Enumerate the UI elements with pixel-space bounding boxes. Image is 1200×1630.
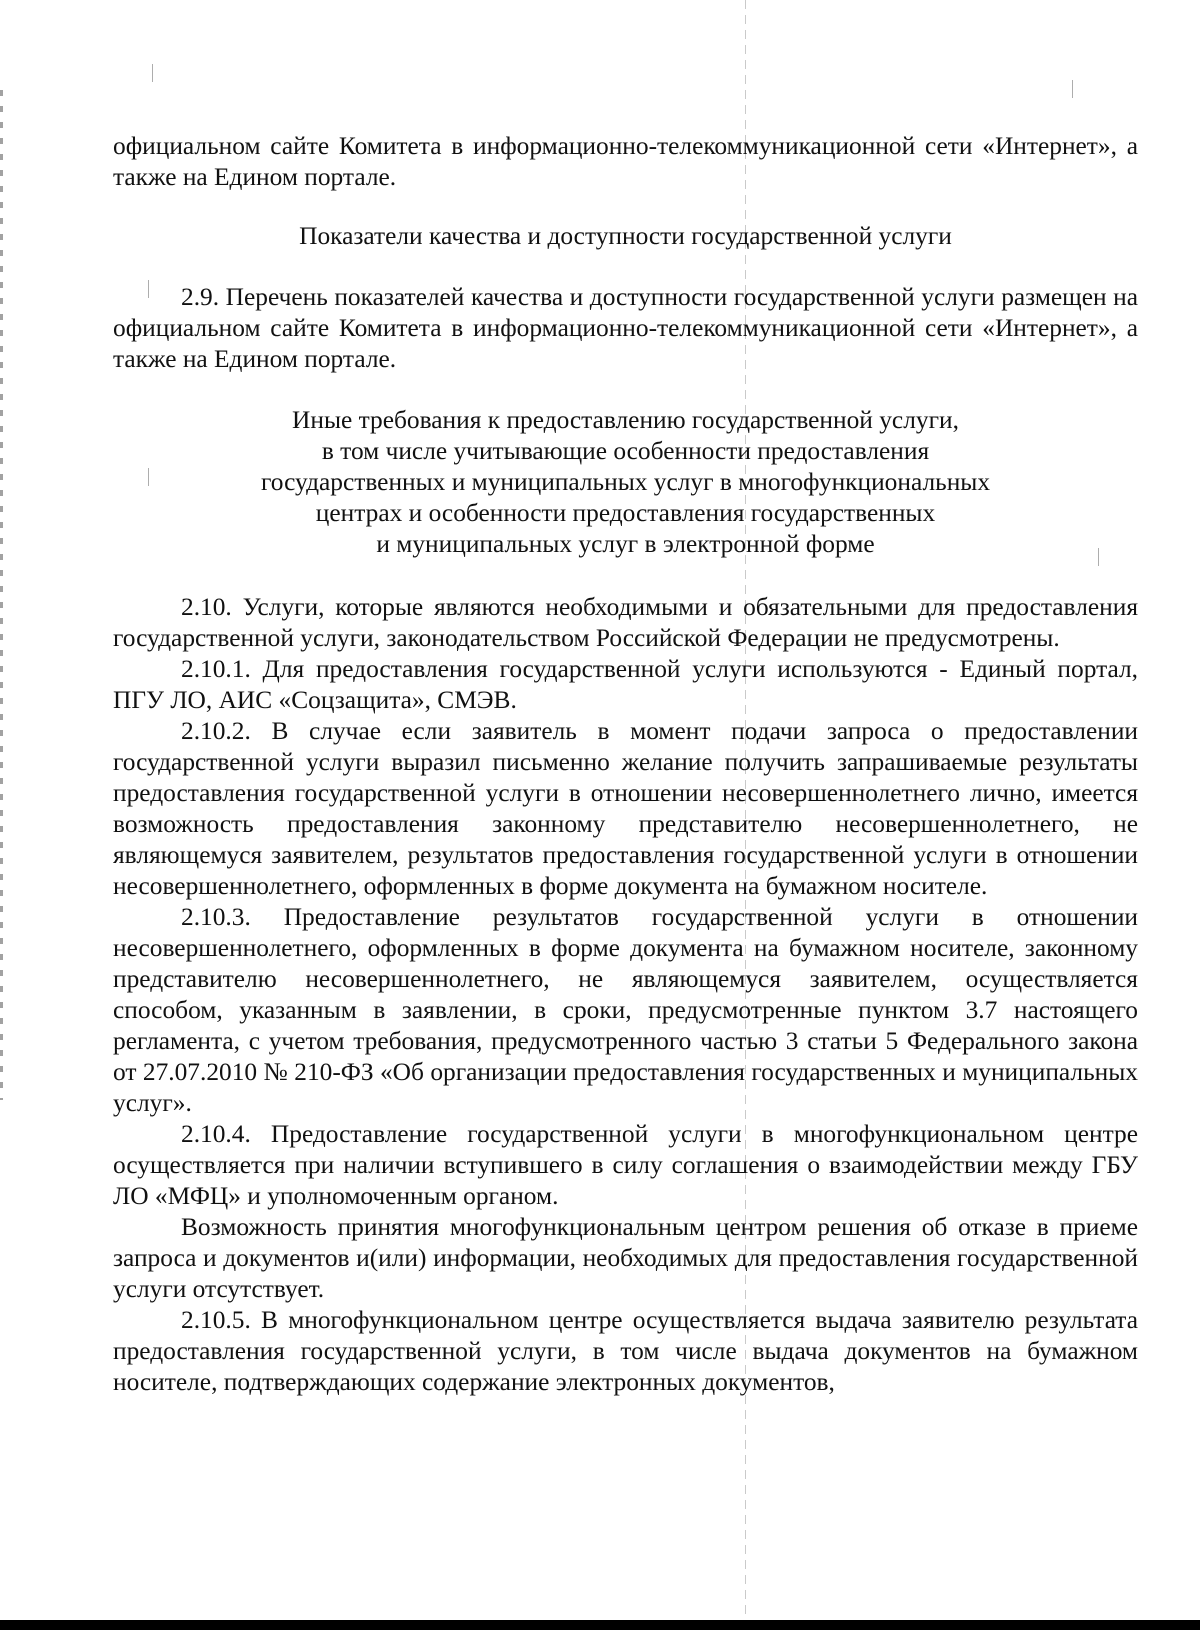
heading-line: Иные требования к предоставлению государственной услуги, <box>292 406 959 434</box>
intro-paragraph: официальном сайте Комитета в информационно-телекоммуникационной сети «Интернет», а также на Едином портале. <box>113 132 1138 191</box>
paragraph-2-10-4-b: Возможность принятия многофункциональным центром решения об отказе в приеме запроса и документов и(или) информации, необходимых для предоставления государственной услуги отсутствует. <box>113 1213 1138 1303</box>
paragraph-2-10-3: 2.10.3. Предоставление результатов государственной услуги в отношении несовершеннолетнего, оформленных в форме документа на бумажном носителе, законному представителю несовершеннолетнего, не являющемуся заявителем, осуществляется способом, указанным в заявлении, в сроки, предусмотренные пунктом 3.7 настоящего регламента, с учетом требования, предусмотренного частью 3 статьи 5 Федерального закона от 27.07.2010 № 210-ФЗ «Об организации предоставления государственных и муниципальных услуг». <box>113 903 1138 1117</box>
heading-line: и муниципальных услуг в электронной форме <box>376 530 875 558</box>
paragraph-2-10-5: 2.10.5. В многофункциональном центре осуществляется выдача заявителю результата предоставления государственной услуги, в том числе выдача документов на бумажном носителе, подтверждающих содержание электронных документов, <box>113 1306 1138 1396</box>
section-heading-other-requirements <box>113 405 1138 560</box>
paragraph-2-9: 2.9. Перечень показателей качества и доступности государственной услуги размещен на официальном сайте Комитета в информационно-телекоммуникационной сети «Интернет», а также на Едином портале. <box>113 283 1138 373</box>
paragraph-2-10-1: 2.10.1. Для предоставления государственной услуги используются - Единый портал, ПГУ ЛО, АИС «Соцзащита», СМЭВ. <box>113 655 1138 714</box>
document-body <box>113 131 1138 1398</box>
heading-line: в том числе учитывающие особенности предоставления <box>321 437 930 465</box>
scan-left-edge-artifact <box>0 90 3 1100</box>
heading-line: центрах и особенности предоставления государственных <box>315 499 936 527</box>
scan-speck <box>1072 80 1073 98</box>
heading-line: государственных и муниципальных услуг в многофункциональных <box>260 468 991 496</box>
paragraph-2-10: 2.10. Услуги, которые являются необходимыми и обязательными для предоставления государственной услуги, законодательством Российской Федерации не предусмотрены. <box>113 593 1138 652</box>
section-heading-quality: Показатели качества и доступности государственной услуги <box>299 222 952 250</box>
paragraph-2-10-4: 2.10.4. Предоставление государственной услуги в многофункциональном центре осуществляется при наличии вступившего в силу соглашения о взаимодействии между ГБУ ЛО «МФЦ» и уполномоченным органом. <box>113 1120 1138 1210</box>
scan-bottom-border <box>0 1620 1200 1630</box>
scan-speck <box>152 64 153 82</box>
paragraph-2-10-2: 2.10.2. В случае если заявитель в момент подачи запроса о предоставлении государственной услуги выразил письменно желание получить запрашиваемые результаты предоставления государственной услуги в отношении несовершеннолетнего лично, имеется возможность предоставления законному представителю несовершеннолетнего, не являющемуся заявителем, результатов предоставления государственной услуги в отношении несовершеннолетнего, оформленных в форме документа на бумажном носителе. <box>113 717 1138 900</box>
